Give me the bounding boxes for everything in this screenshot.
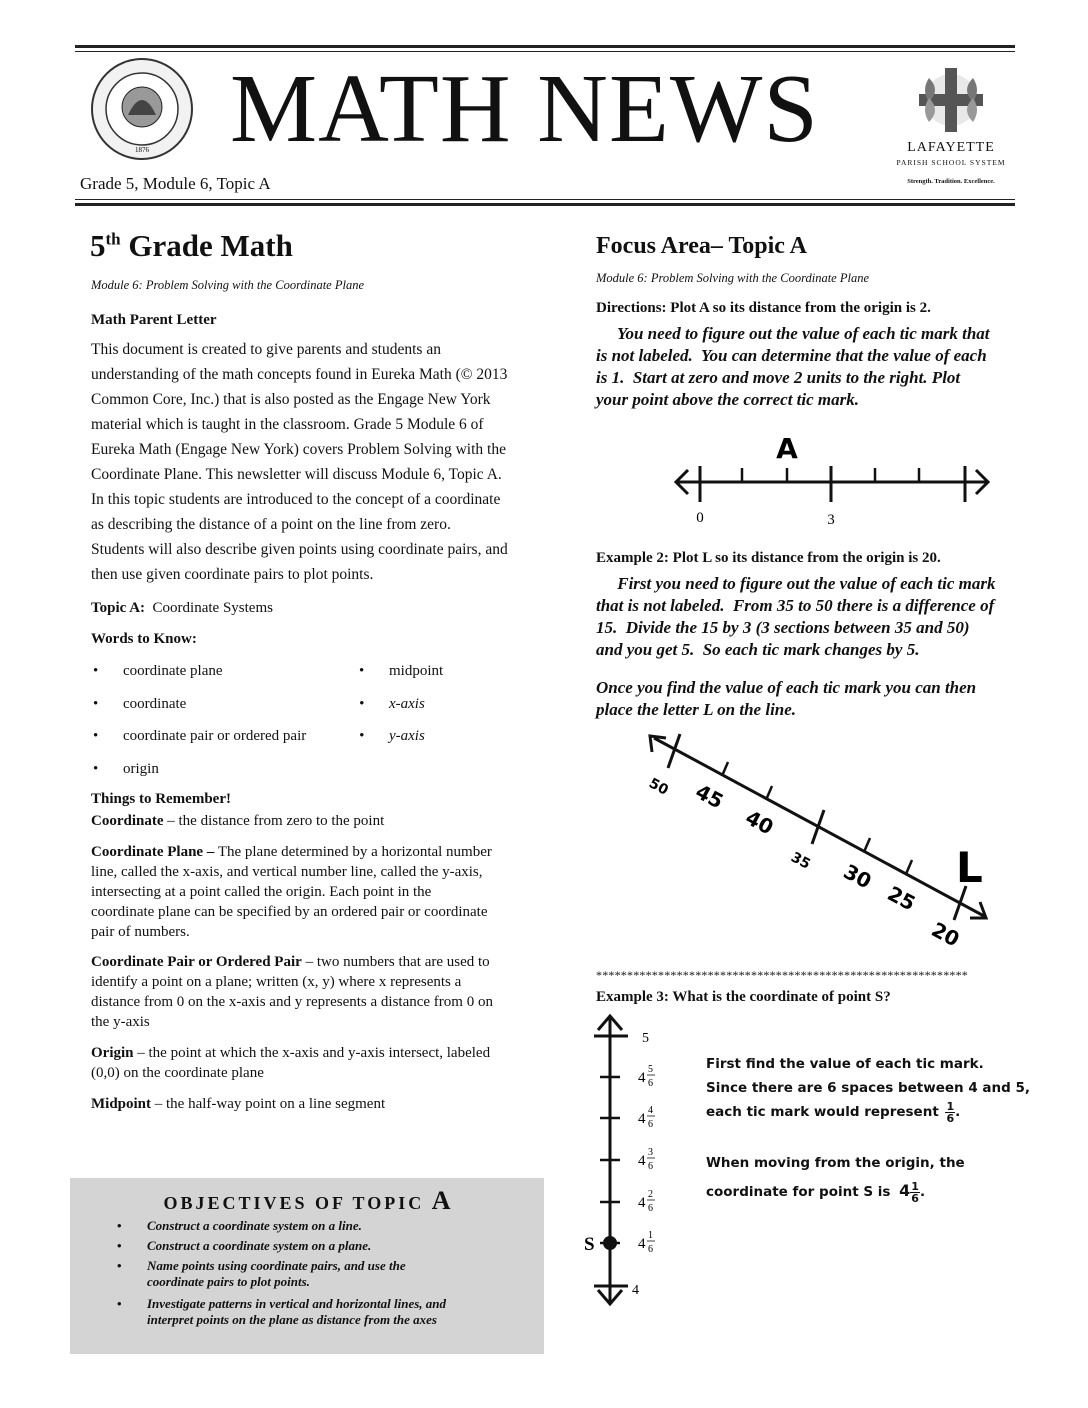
ex2-label-50: 50 bbox=[646, 775, 671, 799]
lafayette-cross-icon bbox=[882, 62, 1020, 138]
header-bottom-rule-thin bbox=[75, 199, 1015, 200]
ex3-frac-num: 3 bbox=[648, 1147, 653, 1158]
ex3-note-frac-num: 1 bbox=[946, 1099, 955, 1113]
text-line: is 1. Start at zero and move 2 units to the right. Plot bbox=[596, 368, 961, 387]
grade-number: 5 bbox=[90, 228, 106, 263]
ex3-frac-num: 4 bbox=[648, 1105, 653, 1116]
ex3-frac-den: 6 bbox=[648, 1161, 653, 1172]
ex3-frac-num: 5 bbox=[648, 1064, 653, 1075]
grade-sup: th bbox=[105, 229, 121, 249]
ex3-label-bottom: 4 bbox=[632, 1283, 639, 1298]
objectives-title-letter: A bbox=[431, 1186, 451, 1215]
logo-tagline: Strength. Tradition. Excellence. bbox=[907, 178, 995, 185]
text-line: and you get 5. So each tic mark changes by 5. bbox=[596, 640, 920, 659]
ex3-frac-whole: 4 bbox=[638, 1195, 646, 1211]
def-line: line, called the x-axis, and vertical number line, called the y-axis, bbox=[91, 864, 483, 880]
topic-value: Coordinate Systems bbox=[152, 600, 273, 616]
objective-line: Name points using coordinate pairs, and use the bbox=[147, 1258, 406, 1273]
top-rule-thick bbox=[75, 45, 1015, 48]
ex2-tick bbox=[906, 860, 912, 874]
lafayette-logo bbox=[882, 62, 1020, 190]
def-line: (0,0) on the coordinate plane bbox=[91, 1065, 264, 1081]
word-item: • coordinate pair or ordered pair bbox=[123, 728, 306, 745]
def-line: identify a point on a plane; written (x, y) where x represents a bbox=[91, 974, 462, 990]
school-board-seal-icon bbox=[88, 55, 196, 165]
objective-item bbox=[147, 1238, 371, 1254]
ex3-note-line: Since there are 6 spaces between 4 and 5, bbox=[706, 1080, 1031, 1096]
objective-line: Construct a coordinate system on a line. bbox=[147, 1218, 362, 1233]
objective-line: coordinate pairs to plot points. bbox=[147, 1274, 310, 1289]
ex2-number-line bbox=[640, 730, 1000, 960]
def-line: distance from 0 on the x-axis and y represents a distance from 0 on bbox=[91, 994, 493, 1010]
text-line: Once you find the value of each tic mark you can then bbox=[596, 678, 977, 697]
word-item: • x-axis bbox=[389, 696, 425, 713]
parent-letter-body bbox=[91, 337, 571, 587]
ex3-note-line: When moving from the origin, the bbox=[706, 1155, 965, 1171]
ex2-label-40: 40 bbox=[741, 805, 778, 840]
text-line: In this topic students are introduced to the concept of a coordinate bbox=[91, 491, 501, 508]
left-module-line: Module 6: Problem Solving with the Coordinate Plane bbox=[91, 278, 364, 292]
ex3-frac-whole: 4 bbox=[638, 1236, 646, 1252]
ex2-label-30: 30 bbox=[839, 859, 876, 894]
ex1-point-a: A bbox=[776, 432, 798, 465]
ex3-frac-whole: 4 bbox=[638, 1153, 646, 1169]
ex3-note-2: When moving from the origin, the coordinate for point S is 4 $\frac{1}{6}$ . bbox=[706, 1155, 965, 1205]
focus-heading: Focus Area– Topic A bbox=[596, 233, 807, 259]
text-line: Coordinate Plane. This newsletter will discuss Module 6, Topic A. bbox=[91, 466, 502, 483]
ex3-frac-num: 2 bbox=[648, 1189, 653, 1200]
def-line: two numbers that are used to bbox=[316, 954, 490, 970]
separator-stars: ************************************************************ bbox=[596, 968, 968, 982]
ex2-directions: Example 2: Plot L so its distance from the origin is 20. bbox=[596, 550, 941, 566]
ex2-label-20: 20 bbox=[927, 917, 964, 952]
def-line: the y-axis bbox=[91, 1014, 150, 1030]
ex2-tick-major bbox=[812, 810, 824, 844]
text-line: place the letter L on the line. bbox=[596, 700, 797, 719]
ex3-note-line: each tic mark would represent bbox=[706, 1104, 939, 1120]
ex3-answer-fraction bbox=[910, 1181, 920, 1204]
right-module-line: Module 6: Problem Solving with the Coordinate Plane bbox=[596, 271, 869, 285]
ex2-tick bbox=[864, 838, 870, 852]
ex3-number-line bbox=[578, 1010, 678, 1310]
def-line: coordinate plane can be specified by an ordered pair or coordinate bbox=[91, 904, 488, 920]
ex3-answer-whole: 4 bbox=[899, 1181, 911, 1200]
ex3-frac-whole: 4 bbox=[638, 1070, 646, 1086]
ex3-frac-num: 1 bbox=[648, 1230, 653, 1241]
ex1-label-0: 0 bbox=[696, 510, 704, 526]
ex1-label-3: 3 bbox=[827, 512, 835, 528]
grade-heading-rest: Grade Math bbox=[120, 228, 293, 263]
text-line: that is not labeled. From 35 to 50 there is a difference of bbox=[596, 596, 995, 615]
objectives-title-text: OBJECTIVES OF TOPIC bbox=[163, 1193, 425, 1213]
def-term: Coordinate Pair or Ordered Pair bbox=[91, 954, 302, 970]
objective-line: Construct a coordinate system on a plane. bbox=[147, 1238, 372, 1253]
ex3-answer-num: 1 bbox=[911, 1179, 919, 1193]
text-line: First you need to figure out the value of each tic mark bbox=[596, 574, 996, 593]
masthead-title: MATH NEWS bbox=[230, 55, 819, 163]
def-line: The plane determined by a horizontal number bbox=[217, 844, 492, 860]
text-line: understanding of the math concepts found in Eureka Math (© 2013 bbox=[91, 366, 508, 383]
newsletter-subtitle: Grade 5, Module 6, Topic A bbox=[80, 174, 271, 193]
text-line: your point above the correct tic mark. bbox=[596, 390, 860, 409]
definition-coordinate-plane bbox=[91, 842, 571, 942]
seal-year: 1876 bbox=[135, 146, 149, 154]
definition-midpoint bbox=[91, 1094, 571, 1114]
word-item: • y-axis bbox=[389, 728, 425, 745]
objective-line: interpret points on the plane as distance from the axes bbox=[147, 1312, 437, 1327]
definition-origin bbox=[91, 1043, 571, 1083]
header-bottom-rule-thick bbox=[75, 203, 1015, 206]
text-line: Eureka Math (Engage New York) covers Problem Solving with the bbox=[91, 441, 506, 458]
ex1-number-line bbox=[668, 430, 998, 530]
topic-line bbox=[91, 600, 273, 617]
ex2-explanation-2 bbox=[596, 677, 976, 721]
text-line: 15. Divide the 15 by 3 (3 sections between 35 and 50) bbox=[596, 618, 970, 637]
def-term: Origin bbox=[91, 1045, 134, 1061]
ex1-directions: Directions: Plot A so its distance from the origin is 2. bbox=[596, 300, 931, 316]
top-rule-thin bbox=[75, 51, 1015, 52]
text-line: is not labeled. You can determine that the value of each bbox=[596, 346, 987, 365]
text-line: material which is taught in the classroom. Grade 5 Module 6 of bbox=[91, 416, 484, 433]
ex2-label-25: 25 bbox=[883, 881, 920, 916]
ex3-note-fraction bbox=[945, 1101, 955, 1124]
ex2-label-45: 45 bbox=[691, 779, 728, 814]
ex1-explanation bbox=[596, 323, 990, 411]
def-sep: – bbox=[163, 813, 179, 829]
text-line: as describing the distance of a point on the line from zero. bbox=[91, 516, 451, 533]
ex3-note-line: First find the value of each tic mark. bbox=[706, 1056, 984, 1072]
definition-coordinate bbox=[91, 811, 566, 831]
remember-title: Things to Remember! bbox=[91, 791, 231, 807]
def-term: Midpoint bbox=[91, 1096, 152, 1112]
definition-ordered-pair bbox=[91, 952, 571, 1032]
text-line: This document is created to give parents and students an bbox=[91, 341, 441, 358]
objective-line: Investigate patterns in vertical and horizontal lines, and bbox=[147, 1296, 447, 1311]
def-term: Coordinate Plane – bbox=[91, 844, 215, 860]
ex3-point-s: S bbox=[584, 1234, 595, 1255]
ex3-note-1: First find the value of each tic mark. Since there are 6 spaces between 4 and 5, each tic mark would represent $\frac{1}{6}$ . bbox=[706, 1056, 1031, 1125]
ex3-answer-den: 6 bbox=[911, 1191, 919, 1205]
ex3-label-top: 5 bbox=[642, 1031, 649, 1046]
def-sep: – bbox=[133, 1045, 149, 1061]
word-item: • coordinate plane bbox=[123, 663, 223, 680]
logo-name: LAFAYETTE bbox=[907, 140, 995, 155]
ex3-frac-den: 6 bbox=[648, 1078, 653, 1089]
def-term: Coordinate bbox=[91, 813, 164, 829]
ex2-label-35: 35 bbox=[788, 849, 813, 873]
ex2-tick bbox=[722, 762, 728, 776]
def-line: pair of numbers. bbox=[91, 924, 190, 940]
objective-item bbox=[147, 1258, 406, 1290]
ex3-frac-den: 6 bbox=[648, 1203, 653, 1214]
text-line: then use given coordinate pairs to plot points. bbox=[91, 566, 374, 583]
text-line: Students will also describe given points using coordinate pairs, and bbox=[91, 541, 508, 558]
grade-heading bbox=[90, 228, 293, 264]
def-sep: – bbox=[151, 1096, 167, 1112]
logo-subname: PARISH SCHOOL SYSTEM bbox=[896, 158, 1006, 167]
text-line: You need to figure out the value of each tic mark that bbox=[596, 324, 990, 343]
ex3-frac-whole: 4 bbox=[638, 1111, 646, 1127]
ex3-note-frac-den: 6 bbox=[946, 1111, 955, 1125]
words-title: Words to Know: bbox=[91, 631, 197, 647]
ex2-point-l: L bbox=[956, 843, 983, 892]
ex3-frac-den: 6 bbox=[648, 1244, 653, 1255]
ex3-frac-den: 6 bbox=[648, 1119, 653, 1130]
objective-item bbox=[147, 1296, 446, 1328]
ex2-explanation bbox=[596, 573, 996, 661]
objective-item bbox=[147, 1218, 362, 1234]
objectives-box bbox=[70, 1178, 544, 1354]
ex3-note-line: coordinate for point S is bbox=[706, 1184, 891, 1200]
ex3-directions: Example 3: What is the coordinate of point S? bbox=[596, 989, 891, 1005]
def-sep: – bbox=[301, 954, 317, 970]
def-line: the half-way point on a line segment bbox=[166, 1096, 386, 1112]
def-line: the point at which the x-axis and y-axis intersect, labeled bbox=[148, 1045, 491, 1061]
word-item: • coordinate bbox=[123, 696, 186, 713]
word-item: • origin bbox=[123, 761, 159, 778]
def-line: the distance from zero to the point bbox=[178, 813, 385, 829]
word-item: • midpoint bbox=[389, 663, 443, 680]
objectives-title bbox=[70, 1186, 544, 1216]
ex2-tick bbox=[766, 786, 772, 800]
ex3-point-s-dot bbox=[603, 1236, 617, 1250]
topic-label: Topic A: bbox=[91, 600, 146, 616]
def-line: intersecting at a point called the origin. Each point in the bbox=[91, 884, 432, 900]
parent-letter-title: Math Parent Letter bbox=[91, 312, 217, 328]
text-line: Common Core, Inc.) that is also posted as the Engage New York bbox=[91, 391, 491, 408]
